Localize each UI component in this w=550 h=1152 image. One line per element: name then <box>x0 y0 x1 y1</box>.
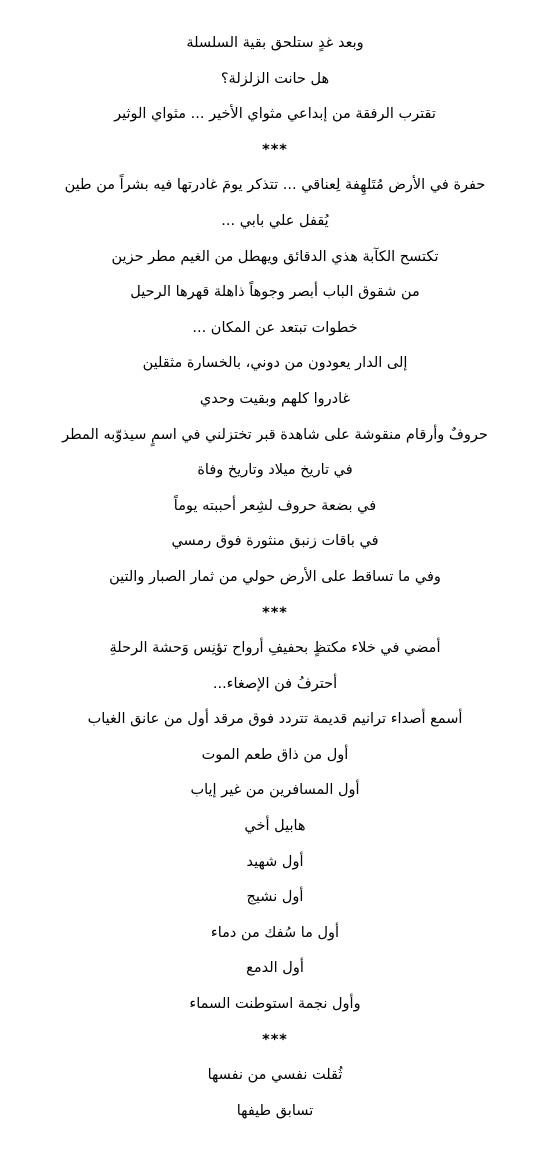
poem-line: وأول نجمة استوطنت السماء <box>189 996 361 1013</box>
poem-line: هل حانت الزلزلة؟ <box>220 70 330 87</box>
poem-line: أحترفُ فن الإصغاء... <box>212 675 338 692</box>
poem-line: حفرة في الأرض مُتَلهِفة لِعناقي ... تتذكر يومَ غادرتها فيه بشراً من طين <box>64 177 486 194</box>
stanza-separator: *** <box>262 604 288 621</box>
poem-line: أول المسافرين من غير إياب <box>190 782 360 799</box>
poem-line: وبعد غدٍ ستلحق بقية السلسلة <box>186 35 364 51</box>
poem-line: أول الدمع <box>246 960 304 977</box>
poem-line: أول نشيج <box>246 889 304 906</box>
poem-line: في باقات زنبق منثورة فوق رمسي <box>171 533 379 550</box>
poem-line: تكتسح الكآبة هذي الدقائق ويهطل من الغيم مطر حزين <box>111 248 439 265</box>
poem-line: من شقوق الباب أبصر وجوهاً ذاهلة قهرها الرحيل <box>130 284 420 301</box>
poem-line: في بضعة حروف لشِعر أحببته يوماً <box>173 497 377 514</box>
poem-line: أول ما سُفك من دماء <box>210 924 340 941</box>
poem-line: أول من ذاق طعم الموت <box>201 746 349 763</box>
poem-line: يُقفل علي بابي ... <box>221 212 329 229</box>
poem-line: تقترب الرفقة من إبداعي مثواي الأخير ... مثواي الوثير <box>114 106 436 123</box>
poem-line: ثُقلت نفسي من نفسها <box>207 1067 343 1084</box>
poem-line: تسابق طيفها <box>236 1102 314 1119</box>
poem-line: أسمع أصداء ترانيم قديمة تتردد فوق مرقد أول من عانق الغياب <box>87 711 463 728</box>
poem-line: خطوات تبتعد عن المكان ... <box>192 319 358 336</box>
poem-line: في تاريخ ميلاد وتاريخ وفاة <box>197 462 353 479</box>
stanza-separator: *** <box>262 1031 288 1048</box>
poem-line: هابيل أخي <box>244 818 306 835</box>
poem-line: أمضي في خلاء مكتظٍ بحفيفِ أرواح تؤنِس وَحشة الرحلةِ <box>109 640 441 657</box>
poem-line: غادروا كلهم وبقيت وحدي <box>199 390 351 407</box>
poem-line: إلى الدار يعودون من دوني، بالخسارة مثقلين <box>142 355 408 372</box>
poem-line: وفي ما تساقط على الأرض حولي من ثمار الصبار والتين <box>109 568 441 585</box>
poem-line: حروفٌ وأرقام منقوشة على شاهدة قبر تختزلني في اسمٍ سيذوّبه المطر <box>62 426 488 443</box>
poem-line: أول شهيد <box>246 853 304 870</box>
stanza-separator: *** <box>262 141 288 158</box>
